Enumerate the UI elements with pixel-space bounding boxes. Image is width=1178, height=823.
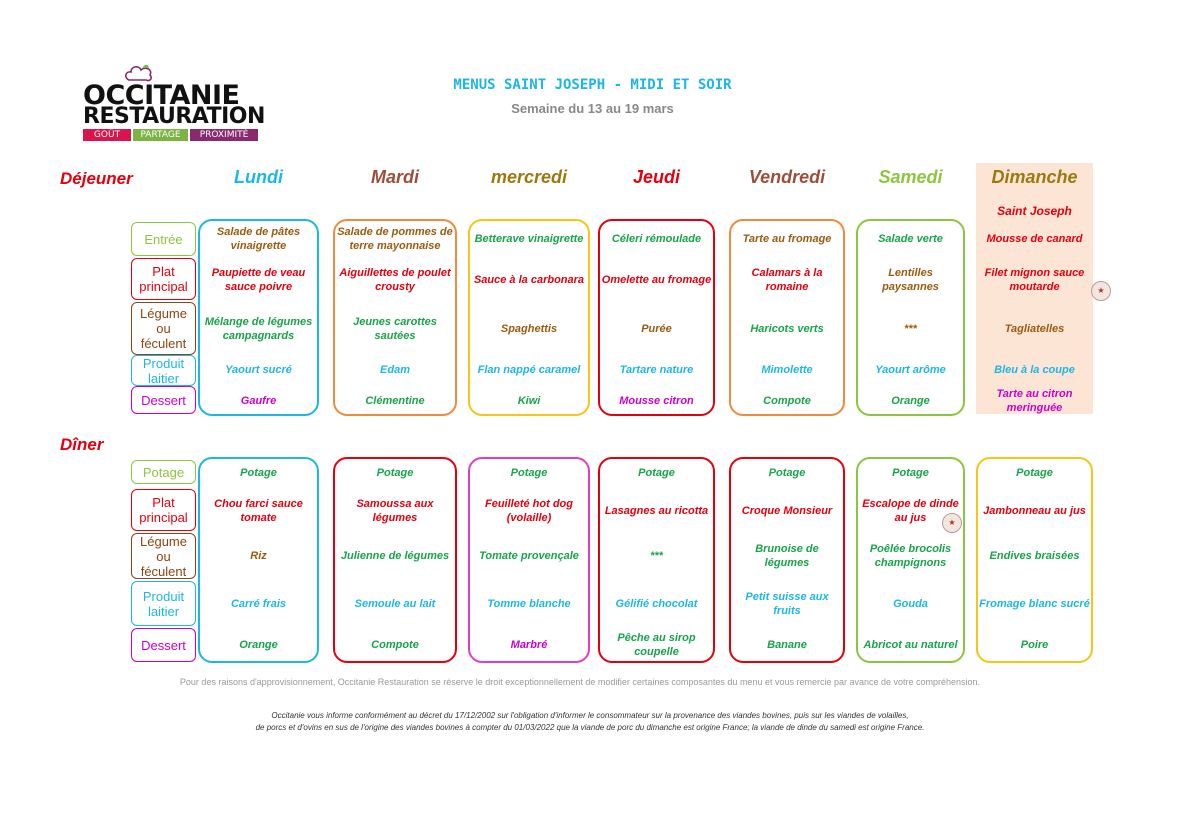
day-title-vendredi: Vendredi <box>748 167 826 187</box>
diner-samedi-dessert: Abricot au naturel <box>863 638 958 651</box>
supply-note: Pour des raisons d'approvisionnement, Occitanie Restauration se réserve le droit exceptionnellement de modifier certaines composantes du menu et vous remercie par avance de votre compréhension. <box>179 677 981 687</box>
logo-tag-gout: GOÛT <box>83 129 131 141</box>
dejeuner-mardi-legume-feculent: Jeunes carottes sautées <box>353 316 437 342</box>
dejeuner-vendredi-plat-principal: Calamars à la romaine <box>751 267 823 293</box>
dejeuner-dimanche-entree: Mousse de canard <box>986 233 1083 245</box>
dejeuner-samedi-legume-feculent: *** <box>904 323 917 335</box>
day-title-mardi: Mardi <box>370 167 419 187</box>
diner-lundi-produit-laitier: Carré frais <box>230 597 287 610</box>
dejeuner-jeudi-entree: Céleri rémoulade <box>611 233 702 245</box>
page-subtitle: Semaine du 13 au 19 mars <box>511 101 674 116</box>
dejeuner-dimanche-produit-laitier: Bleu à la coupe <box>994 364 1075 376</box>
dejeuner-mercredi-produit-laitier: Flan nappé caramel <box>477 364 581 376</box>
occitanie-logo <box>80 62 265 144</box>
diner-lundi-dessert: Orange <box>239 638 278 651</box>
diner-dimanche-produit-laitier: Fromage blanc sucré <box>979 597 1090 610</box>
day-title-dimanche: Dimanche <box>991 167 1078 187</box>
dejeuner-dimanche-plat-principal: Filet mignon sauce moutarde <box>984 267 1085 293</box>
dejeuner-dimanche-legume-feculent: Tagliatelles <box>1004 323 1065 335</box>
diner-jeudi-produit-laitier: Gélifié chocolat <box>615 597 698 610</box>
dejeuner-mercredi-dessert: Kiwi <box>517 394 541 407</box>
special-event-label: Saint Joseph <box>997 204 1072 218</box>
origin-france-badge-icon: ★ <box>942 513 962 533</box>
diner-samedi-legume-feculent: Poêlée brocolis champignons <box>869 543 952 569</box>
diner-vendredi-plat-principal: Croque Monsieur <box>741 504 833 517</box>
diner-mardi-legume-feculent: Julienne de légumes <box>340 550 450 562</box>
diner-dimanche-plat-principal: Jambonneau au jus <box>983 504 1086 517</box>
diner-lundi-entree: Potage <box>240 467 277 479</box>
dejeuner-mardi-produit-laitier: Edam <box>380 364 410 376</box>
diner-mardi-produit-laitier: Semoule au lait <box>354 597 436 610</box>
diner-jeudi-plat-principal: Lasagnes au ricotta <box>604 504 709 517</box>
legal-line-1: Occitanie vous informe conformément au décret du 17/12/2002 sur l'obligation d'informer le consommateur sur la provenance des viandes bovines, puis sur les viandes de volailles, <box>271 711 909 720</box>
dejeuner-mardi-dessert: Clémentine <box>365 394 425 407</box>
dejeuner-vendredi-dessert: Compote <box>763 394 811 407</box>
diner-jeudi-legume-feculent: *** <box>650 550 663 562</box>
diner-lundi-plat-principal: Chou farci sauce tomate <box>214 497 303 524</box>
dejeuner-vendredi-produit-laitier: Mimolette <box>761 364 813 376</box>
day-title-jeudi: Jeudi <box>632 167 680 187</box>
diner-vendredi-entree: Potage <box>768 467 806 479</box>
section-title-diner: Dîner <box>60 435 104 454</box>
logo-tag-proximite: PROXIMITÉ <box>190 129 258 141</box>
dejeuner-category-legume-feculent: Légume ou féculent <box>131 302 196 355</box>
diner-vendredi-produit-laitier: Petit suisse aux fruits <box>745 590 829 617</box>
diner-samedi-plat-principal: Escalope de dinde au jus <box>862 497 959 524</box>
dejeuner-jeudi-legume-feculent: Purée <box>641 323 672 335</box>
day-title-mercredi: mercredi <box>490 167 568 187</box>
dejeuner-category-dessert: Dessert <box>131 386 196 414</box>
dejeuner-mardi-plat-principal: Aiguillettes de poulet crousty <box>339 267 451 293</box>
diner-mercredi-entree: Potage <box>510 467 548 479</box>
dejeuner-category-entree: Entrée <box>131 222 196 256</box>
diner-vendredi-dessert: Banane <box>767 638 807 651</box>
diner-vendredi-legume-feculent: Brunoise de légumes <box>755 543 819 569</box>
legal-notice <box>120 710 1060 734</box>
dejeuner-mercredi-legume-feculent: Spaghettis <box>500 323 558 335</box>
logo-tag-partage: PARTAGE <box>133 129 188 141</box>
dejeuner-jeudi-produit-laitier: Tartare nature <box>619 364 694 376</box>
diner-mardi-entree: Potage <box>376 467 414 479</box>
dejeuner-mardi-entree: Salade de pommes de terre mayonnaise <box>337 226 453 252</box>
logo-line1: OCCITANIE <box>83 80 240 111</box>
dejeuner-lundi-plat-principal: Paupiette de veau sauce poivre <box>211 267 306 293</box>
day-title-samedi: Samedi <box>878 167 943 187</box>
diner-category-entree: Potage <box>131 460 196 484</box>
dejeuner-vendredi-legume-feculent: Haricots verts <box>750 323 824 335</box>
diner-dimanche-dessert: Poire <box>1020 638 1049 651</box>
legal-line-2: de porcs et d'ovins en sus de l'origine des viandes bovines à compter du 01/03/2022 que la viande de porc du dimanche est origine France; la viande de dinde du samedi est origine France. <box>255 723 925 732</box>
logo-line2: RESTAURATION <box>83 104 265 129</box>
dejeuner-jeudi-plat-principal: Omelette au fromage <box>601 274 712 286</box>
section-title-dejeuner: Déjeuner <box>60 169 133 188</box>
page-title: MENUS SAINT JOSEPH - MIDI ET SOIR <box>453 77 732 93</box>
dejeuner-lundi-entree: Salade de pâtes vinaigrette <box>216 226 301 252</box>
dejeuner-category-plat-principal: Plat principal <box>131 258 196 300</box>
dejeuner-lundi-legume-feculent: Mélange de légumes campagnards <box>204 316 313 342</box>
diner-mercredi-plat-principal: Feuilleté hot dog (volaille) <box>485 497 573 524</box>
dejeuner-jeudi-dessert: Mousse citron <box>619 394 694 407</box>
diner-category-plat-principal: Plat principal <box>131 489 196 531</box>
diner-samedi-produit-laitier: Gouda <box>893 597 928 610</box>
dejeuner-mercredi-entree: Betterave vinaigrette <box>474 233 584 245</box>
dejeuner-lundi-dessert: Gaufre <box>240 394 277 407</box>
dejeuner-samedi-plat-principal: Lentilles paysannes <box>882 267 939 293</box>
diner-jeudi-entree: Potage <box>638 467 675 479</box>
origin-france-badge-icon: ★ <box>1091 281 1111 301</box>
dejeuner-samedi-entree: Salade verte <box>878 233 943 245</box>
diner-category-produit-laitier: Produit laitier <box>131 581 196 626</box>
diner-lundi-legume-feculent: Riz <box>250 550 267 562</box>
diner-mercredi-dessert: Marbré <box>510 638 548 651</box>
diner-mercredi-produit-laitier: Tomme blanche <box>487 597 571 610</box>
dejeuner-samedi-dessert: Orange <box>891 394 930 407</box>
day-title-lundi: Lundi <box>234 167 283 187</box>
diner-category-dessert: Dessert <box>131 628 196 662</box>
dejeuner-dimanche-dessert: Tarte au citron meringuée <box>996 387 1073 414</box>
diner-dimanche-legume-feculent: Endives braisées <box>989 550 1080 562</box>
diner-dimanche-entree: Potage <box>1016 467 1053 479</box>
diner-category-legume-feculent: Légume ou féculent <box>131 533 196 579</box>
diner-samedi-entree: Potage <box>892 467 929 479</box>
dejeuner-category-produit-laitier: Produit laitier <box>131 355 196 386</box>
dejeuner-vendredi-entree: Tarte au fromage <box>742 233 832 245</box>
diner-mercredi-legume-feculent: Tomate provençale <box>479 550 579 562</box>
dejeuner-mercredi-plat-principal: Sauce à la carbonara <box>473 274 585 286</box>
dejeuner-lundi-produit-laitier: Yaourt sucré <box>225 364 292 376</box>
diner-mardi-plat-principal: Samoussa aux légumes <box>356 497 434 524</box>
dejeuner-samedi-produit-laitier: Yaourt arôme <box>875 364 946 376</box>
diner-jeudi-dessert: Pêche au sirop coupelle <box>617 631 696 658</box>
diner-mardi-dessert: Compote <box>371 638 419 651</box>
